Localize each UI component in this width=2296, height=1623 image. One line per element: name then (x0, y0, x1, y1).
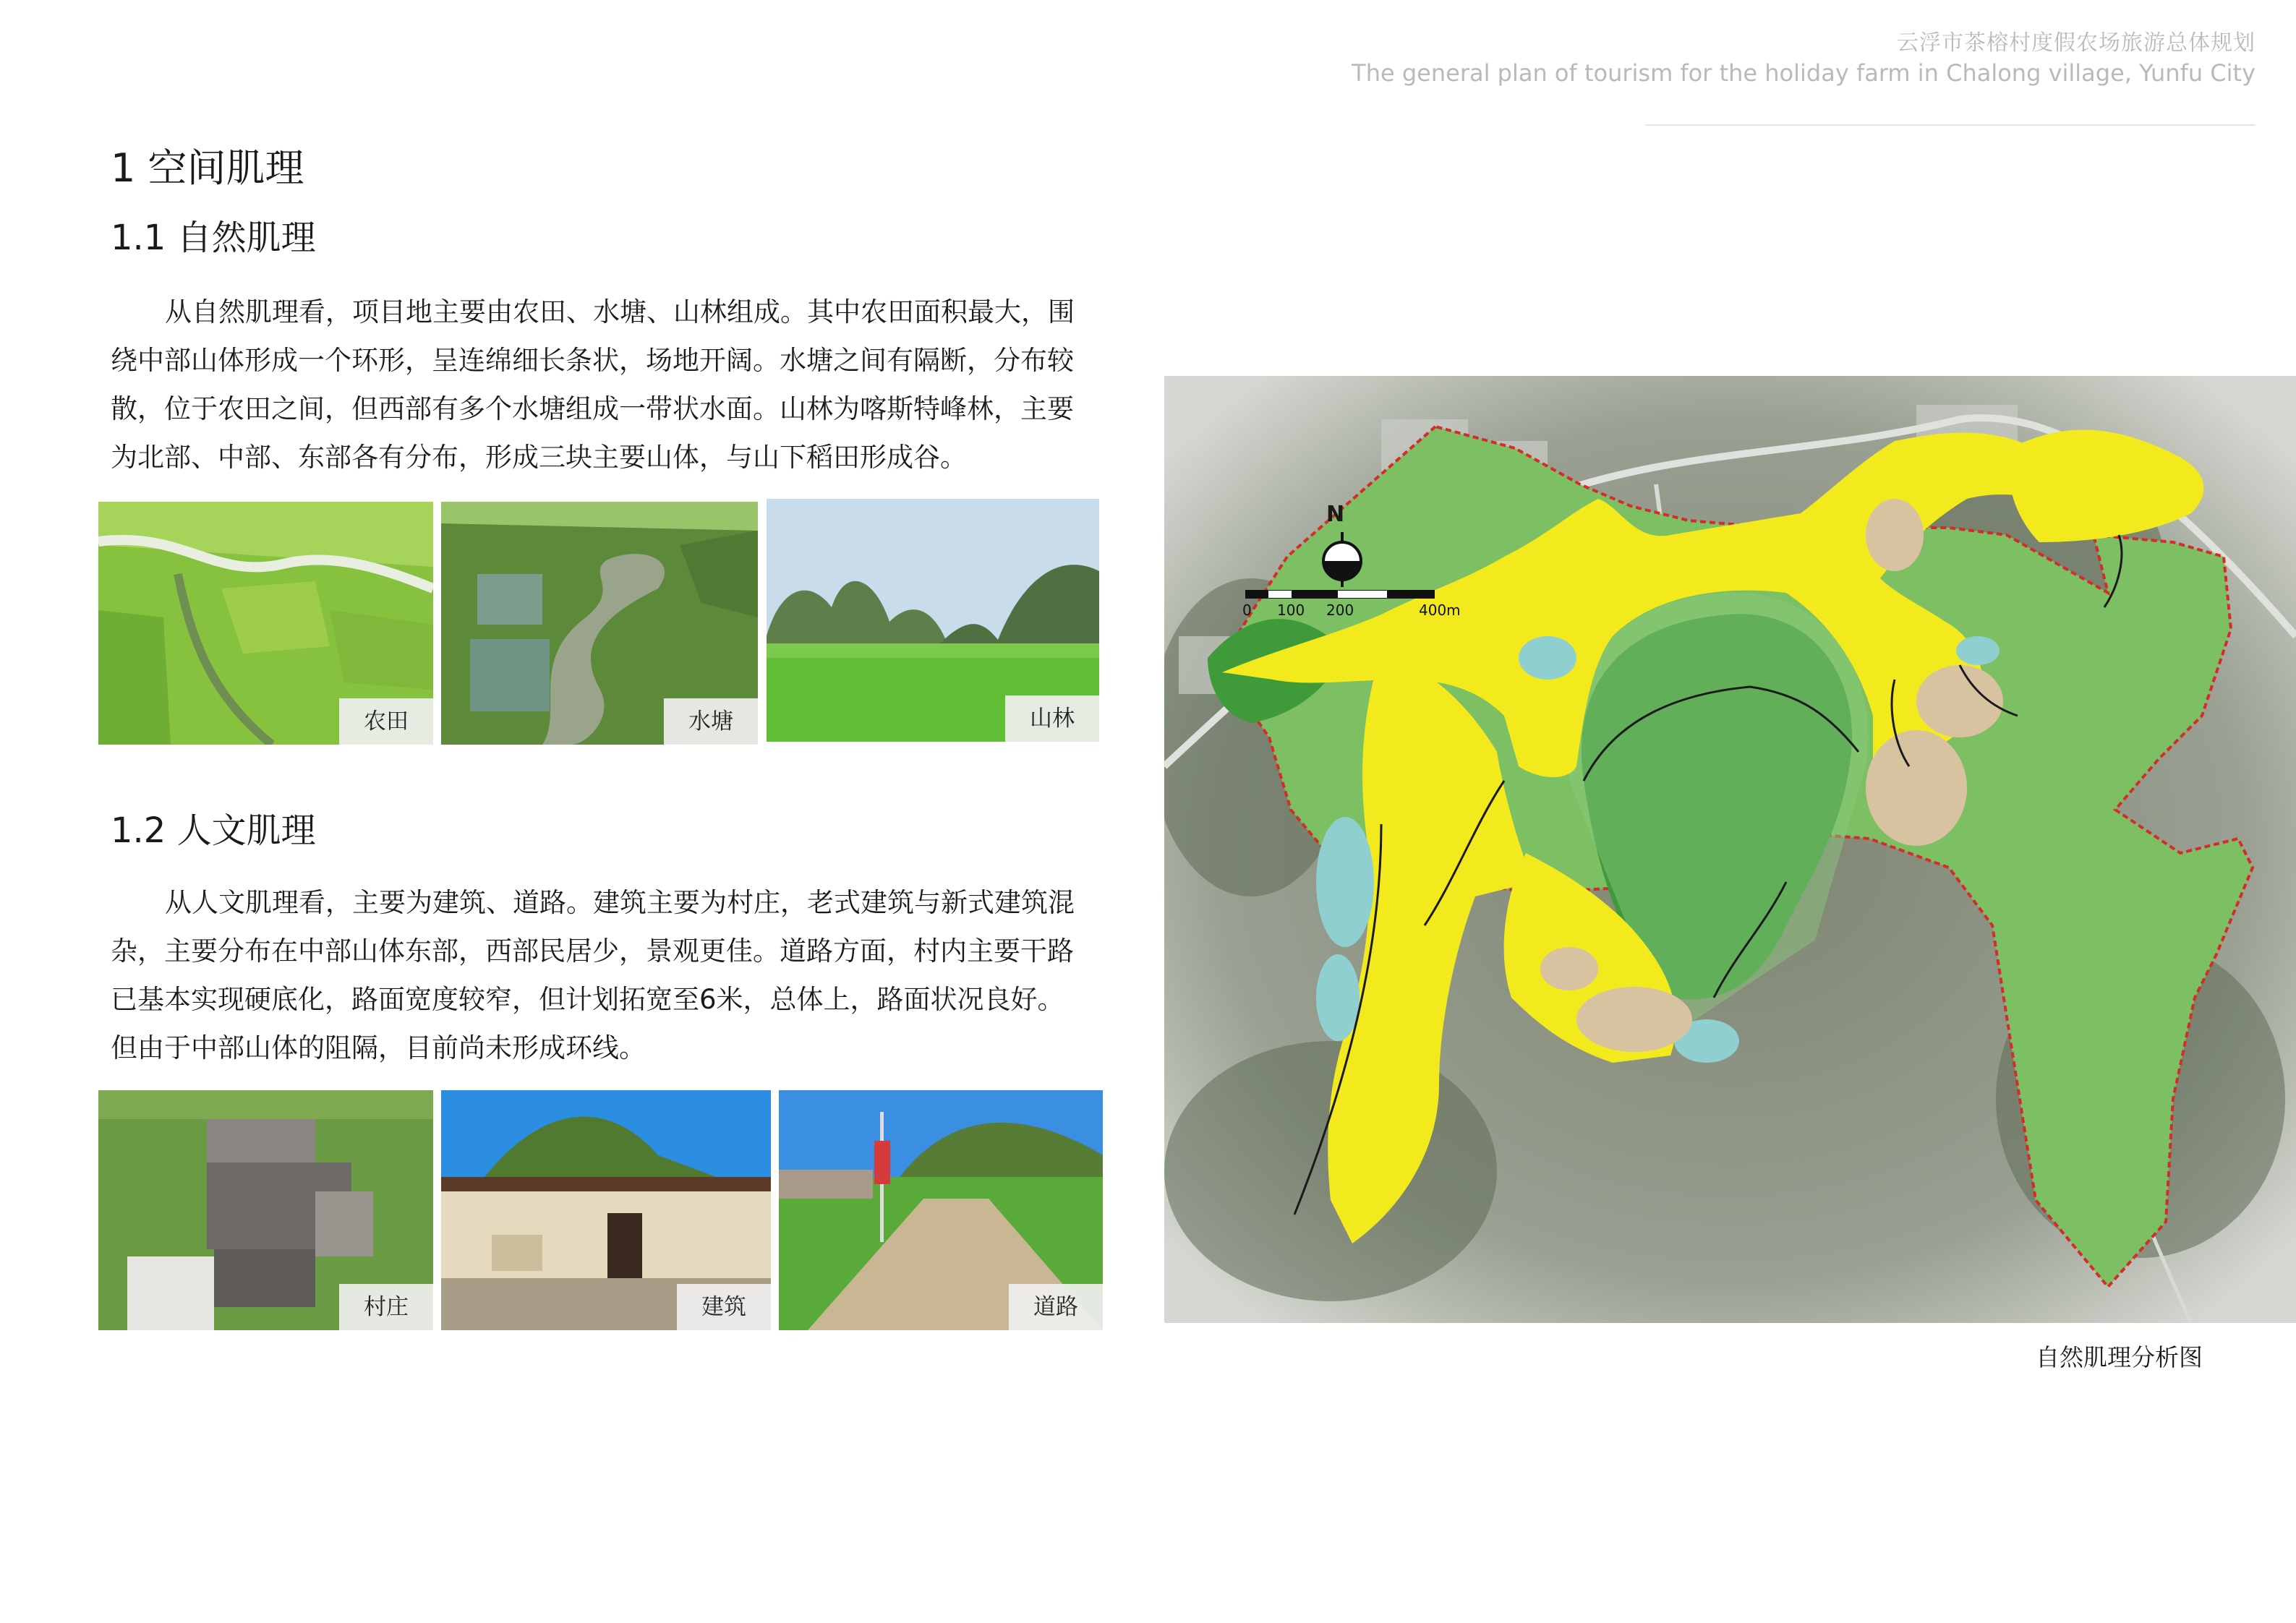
photo-building (441, 1090, 771, 1330)
north-label: N (1326, 502, 1345, 527)
photo-label-pond: 水塘 (664, 698, 758, 745)
section-title: 1 空间肌理 (111, 145, 304, 191)
cultural-paragraph (111, 878, 1094, 1072)
photo-farmland (98, 502, 433, 745)
scale-bar (1245, 590, 1435, 599)
scale-tick: 0 (1242, 601, 1252, 619)
photo-village (98, 1090, 433, 1330)
natural-line: 绕中部山体形成一个环形，呈连绵细长条状，场地开阔。水塘之间有隔断，分布较 (111, 345, 1074, 376)
scale-tick: 400m (1419, 601, 1461, 619)
photo-label-farmland: 农田 (339, 698, 433, 745)
cultural-line: 从人文肌理看，主要为建筑、道路。建筑主要为村庄，老式建筑与新式建筑混 (165, 887, 1075, 918)
map-caption: 自然肌理分析图 (2036, 1343, 2203, 1371)
natural-line: 从自然肌理看，项目地主要由农田、水塘、山林组成。其中农田面积最大，围 (165, 296, 1075, 327)
natural-line: 为北部、中部、东部各有分布，形成三块主要山体，与山下稻田形成谷。 (111, 442, 967, 473)
photo-pond (441, 502, 758, 745)
photo-road (779, 1090, 1103, 1330)
natural-line: 散，位于农田之间，但西部有多个水塘组成一带状水面。山林为喀斯特峰林，主要 (111, 393, 1074, 424)
north-arrow-icon (1318, 506, 1367, 587)
header-divider (1645, 124, 2256, 126)
photo-label-mountain: 山林 (1005, 695, 1099, 742)
header-title-en: The general plan of tourism for the holiday farm in Chalong village, Yunfu City (1352, 59, 2256, 87)
photo-label-building: 建筑 (677, 1284, 771, 1330)
scale-tick: 100 (1277, 601, 1305, 619)
photo-label-road: 道路 (1009, 1284, 1103, 1330)
cultural-line: 但由于中部山体的阻隔，目前尚未形成环线。 (111, 1032, 646, 1063)
scale-tick: 200 (1326, 601, 1354, 619)
photo-mountain (767, 499, 1099, 742)
photo-label-village: 村庄 (339, 1284, 433, 1330)
subsection-title-cultural: 1.2 人文肌理 (111, 810, 316, 851)
cultural-line: 杂，主要分布在中部山体东部，西部民居少，景观更佳。道路方面，村内主要干路 (111, 935, 1074, 967)
cultural-line: 已基本实现硬底化，路面宽度较窄，但计划拓宽至6米，总体上，路面状况良好。 (111, 984, 1064, 1015)
natural-paragraph (111, 288, 1094, 481)
subsection-title-natural: 1.1 自然肌理 (111, 218, 316, 258)
header-title-cn: 云浮市茶榕村度假农场旅游总体规划 (1897, 30, 2256, 56)
